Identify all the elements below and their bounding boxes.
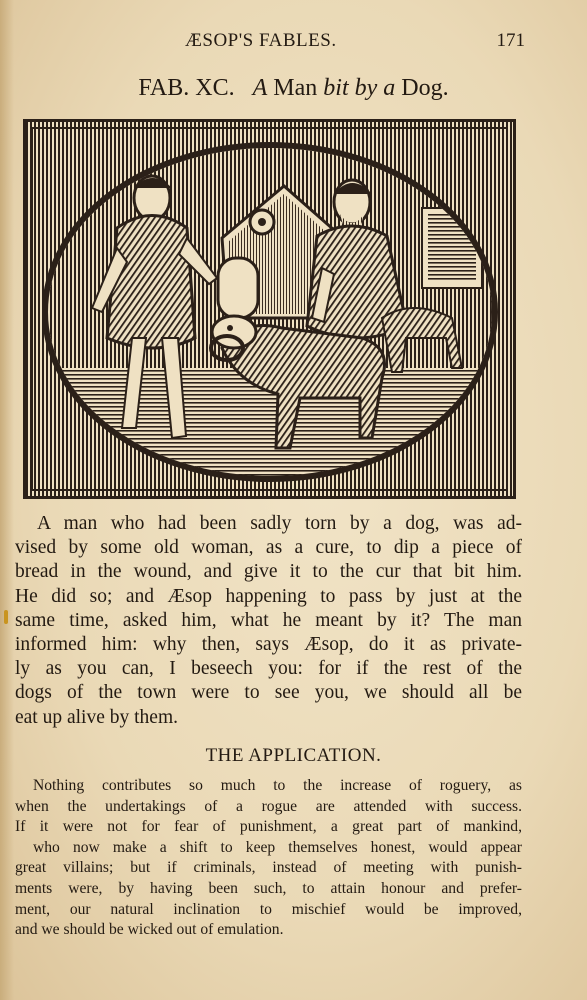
fable-title-word: Dog. [401, 75, 449, 101]
story-text [15, 512, 522, 730]
story-line: dogs of the town were to see you, we should all be [15, 682, 522, 704]
story-line: same time, asked him, what he meant by it? The man [15, 609, 522, 631]
fable-title-word: bit [323, 75, 349, 101]
application-line: ments were, by having been such, to attain honour and prefer- [15, 879, 522, 897]
running-head [0, 30, 587, 54]
fable-title-word: Man [273, 75, 318, 101]
application-line: If it were not for fear of punishment, a great part of mankind, [15, 818, 522, 836]
story-line: A man who had been sadly torn by a dog, was ad- [37, 513, 522, 534]
application-line: who now make a shift to keep themselves honest, would appear [33, 838, 522, 856]
fable-title-word: by [354, 75, 378, 101]
story-line: He did so; and Æsop happening to pass by just at the [15, 585, 522, 607]
page-number: 171 [496, 30, 525, 51]
application-line: Nothing contributes so much to the increase of roguery, as [33, 777, 522, 794]
running-title: ÆSOP'S FABLES. [185, 30, 337, 51]
margin-mark [4, 610, 8, 624]
story-line: informed him: why then, says Æsop, do it as private- [15, 634, 522, 656]
fable-title-word: a [383, 75, 396, 101]
story-line: eat up alive by them. [15, 706, 178, 728]
story-line: vised by some old woman, as a cure, to dip a piece of [15, 537, 522, 559]
woodcut-illustration [22, 118, 517, 500]
fable-number: FAB. XC. [138, 75, 235, 101]
application-line: great villains; but if criminals, instead of meeting with punish- [15, 859, 522, 877]
story-line: ly as you can, I beseech you: for if the rest of the [15, 658, 522, 680]
application-heading: THE APPLICATION. [205, 745, 382, 766]
application-line: and we should be wicked out of emulation. [15, 921, 284, 939]
application-line: when the undertakings of a rogue are attended with success. [15, 797, 522, 815]
story-line: bread in the wound, and give it to the cur that bit him. [15, 561, 522, 583]
application-line: ment, our natural inclination to mischief would be improved, [15, 900, 522, 918]
fable-title-word: A [252, 75, 268, 101]
application-text [15, 776, 522, 941]
fable-heading [0, 75, 587, 102]
